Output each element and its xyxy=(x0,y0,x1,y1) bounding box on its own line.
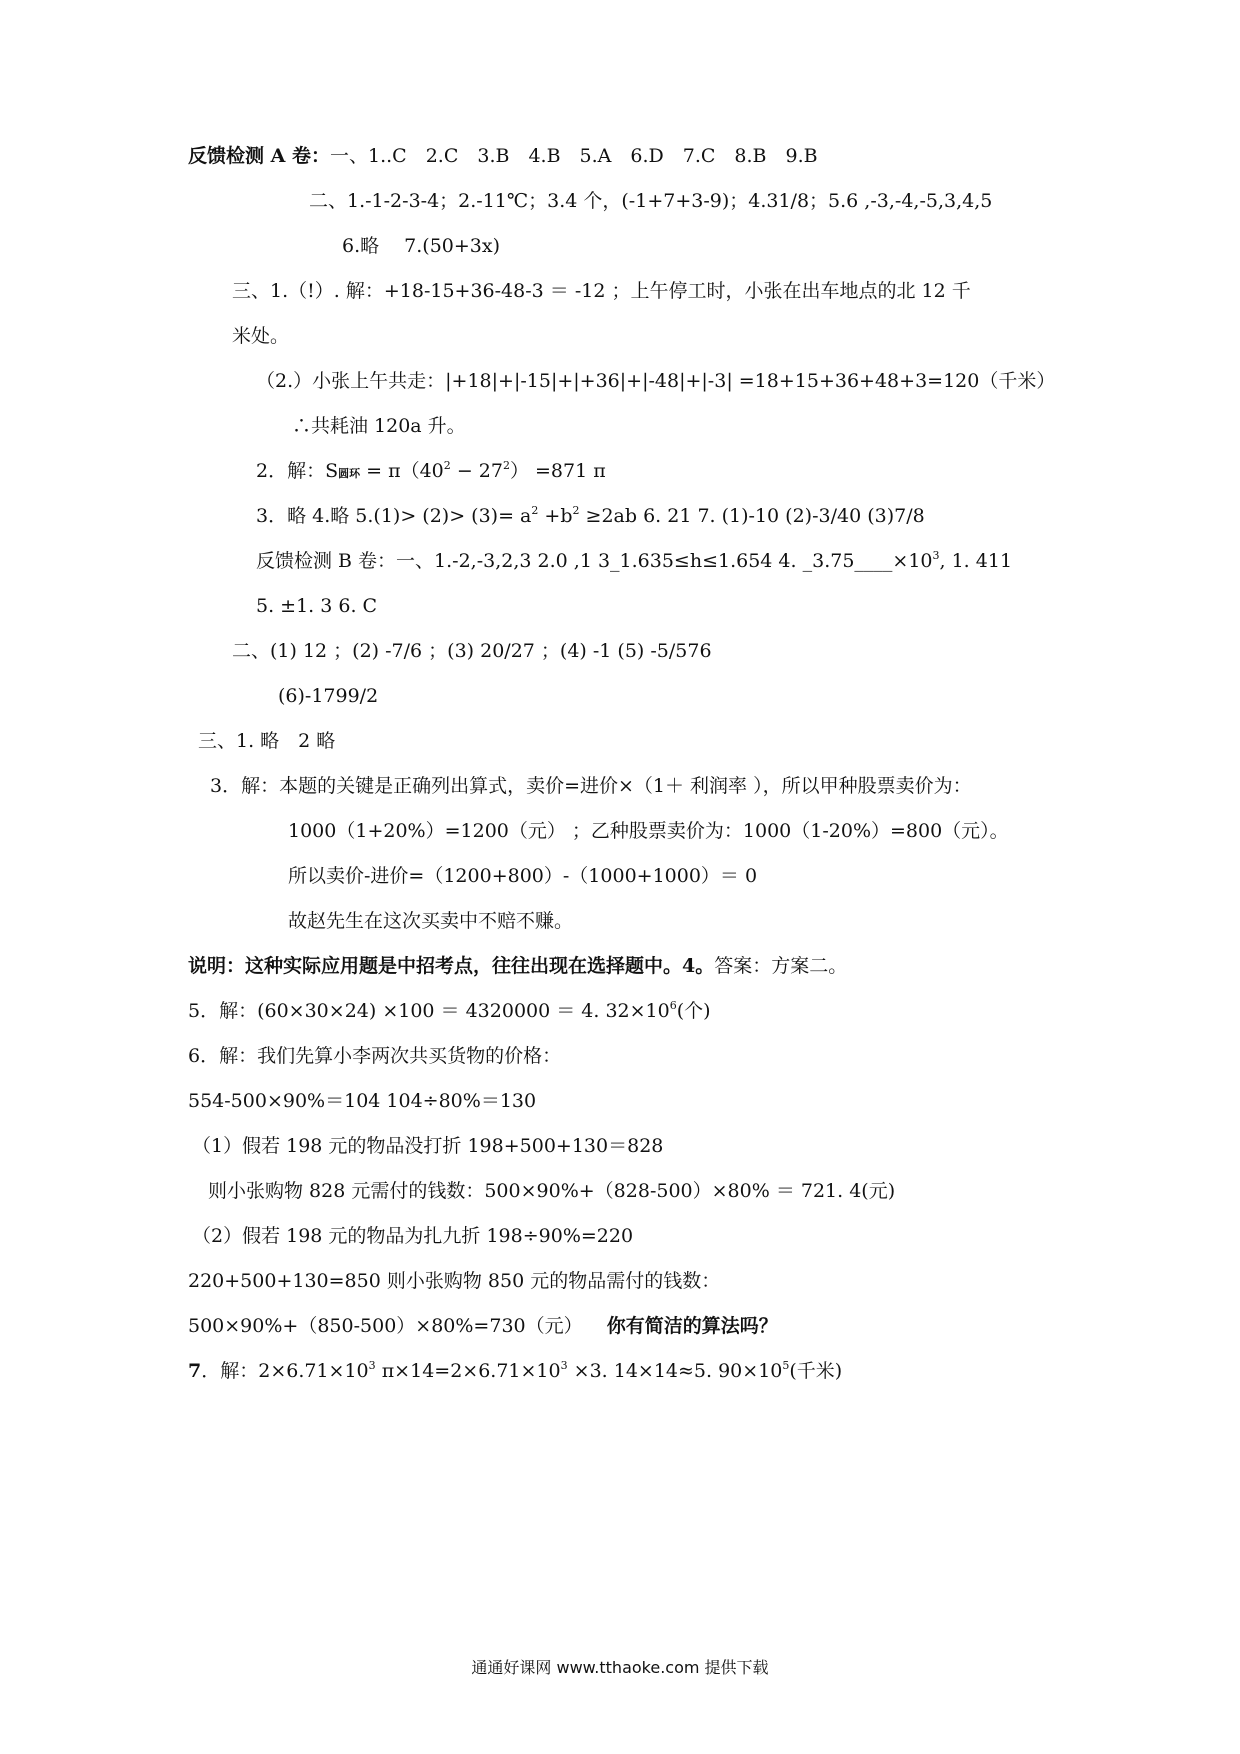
q5-line: 5．解：(60×30×24) ×100 ＝ 4320000 ＝ 4. $32\times 10^6$(个) xyxy=(188,999,711,1022)
a-title: 反馈检测 A 卷： xyxy=(188,145,330,167)
q6-line-3: （1）假若 198 元的物品没打折 198+500+130＝828 xyxy=(192,1135,664,1157)
note-line: 说明：这种实际应用题是中招考点，往往出现在选择题中。4。答案：方案二。 xyxy=(188,955,848,977)
b-line-5: 三、1. 略 2 略 xyxy=(198,730,336,752)
q6-line-2: 554-500×90%＝104 104÷80%＝130 xyxy=(188,1090,537,1112)
b-line-6: 3．解：本题的关键是正确列出算式，卖价=进价×（1＋ 利润率 ），所以甲种股票卖价为： xyxy=(210,775,972,797)
q6-line-4: 则小张购物 828 元需付的钱数：500×90%+（828-500）×80% ＝ 721. 4(元) xyxy=(208,1180,896,1202)
b-line-7: 1000（1+20%）=1200（元） ；乙种股票卖价为：1000（1-20%）=800（元）。 xyxy=(288,820,1009,842)
a-line-5: 米处。 xyxy=(232,325,290,347)
q7-line: 7．解：$2\times 6.71\times 10^3$ $\pi\times 14=2\times 6.71\times 10^3 \times 3$. 14×14≈5. $90\times 10^5$(千米) xyxy=(188,1359,843,1382)
q6-line-5: （2）假若 198 元的物品为扎九折 198÷90%=220 xyxy=(192,1225,634,1247)
b-line-3: 二、(1) 12 ；(2) -7/6 ；(3) 20/27 ；(4) -1 (5) -5/576 xyxy=(232,640,712,662)
a-line-2: 二、1.-1-2-3-4；2.-11℃；3.4 个，(-1+7+3-9)；4.31/8；5.6 ,-3,-4,-5,3,4,5 xyxy=(309,190,993,212)
page-footer: 通通好课网 www.tthaoke.com 提供下载 xyxy=(471,1658,769,1677)
a-line-3: 6.略 7.(50+3x) xyxy=(342,235,501,257)
a-line-1: 反馈检测 A 卷：一、1..C 2.C 3.B 4.B 5.A 6.D 7.C 8.B 9.B xyxy=(188,145,818,167)
b-line-9: 故赵先生在这次买卖中不赔不赚。 xyxy=(288,910,574,932)
b-line-8: 所以卖价-进价=（1200+800）-（1000+1000）＝ 0 xyxy=(288,865,758,887)
q6-line-6: 220+500+130=850 则小张购物 850 元的物品需付的钱数： xyxy=(188,1270,721,1292)
a-line-8: 2．解：S圆环 = $\pi(40^2 - 27^2) =871$ π xyxy=(256,459,606,482)
b-line-1: 反馈检测 B 卷：一、1.-2,-3,2,3 2.0 ,1 3_1.635≤h≤1.654 4. $\_3.75\_\_\_\_\times 10^3$, 1. 411 xyxy=(256,549,1013,572)
a-line-4: 三、1.（!）. 解：+18-15+36-48-3 ＝ -12 ；上午停工时，小张在出车地点的北 12 千 xyxy=(232,280,971,302)
a-line-6: （2.）小张上午共走：|+18|+|-15|+|+36|+|-48|+|-3| =18+15+36+48+3=120（千米） xyxy=(256,370,1056,392)
b-line-4: (6)-1799/2 xyxy=(278,685,379,707)
q6-line-1: 6．解：我们先算小李两次共买货物的价格： xyxy=(188,1045,562,1067)
b-line-2: 5. ±1. 3 6. C xyxy=(256,595,378,617)
q6-line-7: 500×90%+（850-500）×80%=730（元） 你有简洁的算法吗？ xyxy=(188,1315,778,1337)
a-line-9: 3．略 4.略 $5.(1)> (2)> (3)= a^2 +b^2 \ge 2ab$ 6. 21 7. (1)-10 (2)-3/40 (3)7/8 xyxy=(256,504,925,527)
a-line-7: ∴共耗油 120a 升。 xyxy=(292,415,466,437)
